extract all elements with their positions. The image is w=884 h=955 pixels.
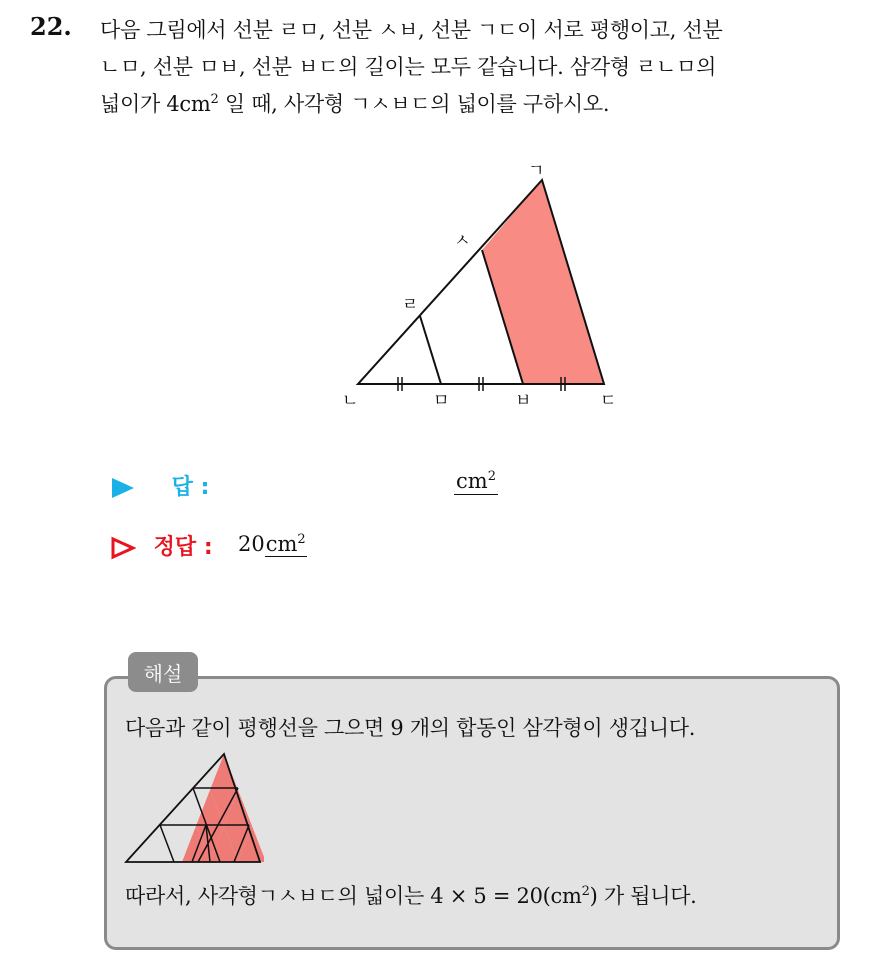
question-number: 22. bbox=[30, 12, 72, 41]
label-bottom-right: ㄷ bbox=[600, 391, 617, 411]
segment-rm bbox=[420, 316, 441, 384]
question-line-3-end: 일 때, 사각형 ㄱㅅㅂㄷ의 넓이를 구하시오. bbox=[218, 92, 610, 116]
question-line-3-start: 넓이가 4cm bbox=[100, 92, 211, 116]
play-triangle-icon bbox=[110, 476, 136, 500]
label-bottom-left: ㄴ bbox=[342, 391, 359, 411]
label-top: ㄱ bbox=[528, 161, 545, 181]
answer-row bbox=[110, 470, 209, 501]
correct-answer-row bbox=[110, 530, 213, 561]
solution-line-2-suffix: ) 가 됩니다. bbox=[589, 884, 697, 908]
answer-unit-exp: 2 bbox=[487, 469, 496, 484]
answer-label: 답 : bbox=[171, 475, 210, 500]
solution-line-2-exp: 2 bbox=[581, 884, 590, 899]
question-line-2: ㄴㅁ, 선분 ㅁㅂ, 선분 ㅂㄷ의 길이는 모두 같습니다. 삼각형 ㄹㄴㅁ의 bbox=[100, 55, 717, 79]
label-b: ㅂ bbox=[515, 391, 532, 411]
solution-tag: 해설 bbox=[128, 652, 198, 692]
solution-line-1: 다음과 같이 평행선을 그으면 9 개의 합동인 삼각형이 생깁니다. bbox=[125, 716, 696, 740]
solution-line-2-prefix: 따라서, 사각형ㄱㅅㅂㄷ의 넓이는 4 × 5 = 20(cm bbox=[125, 884, 582, 908]
question-line-3-exp: 2 bbox=[210, 92, 219, 107]
shaded-small-triangles bbox=[182, 754, 264, 862]
solution-line-2 bbox=[125, 880, 697, 910]
solution-figure bbox=[124, 752, 264, 872]
correct-answer-label: 정답 : bbox=[153, 535, 213, 560]
correct-unit-base: cm bbox=[265, 532, 298, 556]
triangle-figure bbox=[330, 158, 630, 418]
correct-value-number: 20 bbox=[238, 532, 265, 556]
answer-unit bbox=[454, 468, 498, 495]
outline-triangle-icon bbox=[110, 536, 136, 560]
label-m: ㅁ bbox=[433, 391, 450, 411]
correct-answer-value bbox=[238, 530, 307, 558]
answer-unit-base: cm bbox=[456, 469, 488, 493]
question-text bbox=[100, 12, 870, 123]
correct-value-unit bbox=[265, 532, 307, 557]
correct-unit-exp: 2 bbox=[297, 532, 306, 547]
label-s: ㅅ bbox=[454, 231, 471, 251]
question-line-3 bbox=[100, 86, 870, 123]
question-line-1: 다음 그림에서 선분 ㄹㅁ, 선분 ㅅㅂ, 선분 ㄱㄷ이 서로 평행이고, 선분 bbox=[100, 18, 723, 42]
shaded-quadrilateral bbox=[482, 180, 604, 384]
label-r: ㄹ bbox=[402, 295, 419, 315]
